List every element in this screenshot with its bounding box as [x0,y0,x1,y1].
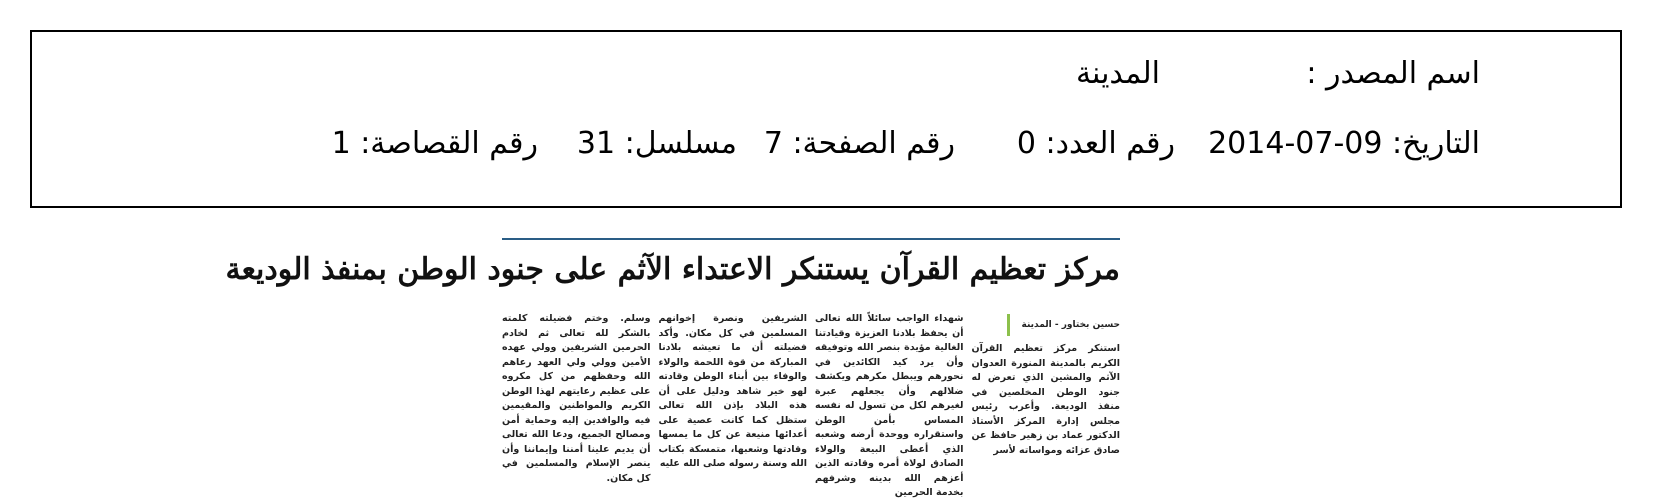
article-column-4: وسلم. وختم فضيلته كلمته بالشكر لله تعالى ثم لخادم الحرمين الشريفين وولي عهده الأمين وولي ولي العهد رعاهم الله وحفظهم من كل مكروه على عظيم رعايتهم لهذا الوطن الكريم والمواطنين والمقيمين فيه والوافدين إليه وحماية أمن ومصالح الجميع، ودعا الله تعالى أن يديم علينا أمننا وإيماننا وأن ينصر الإسلام والمسلمين في كل مكان. [502,313,651,484]
clip-number-field: رقم القصاصة: 1 [331,126,538,161]
issue-field: رقم العدد: 0 [1016,126,1175,161]
article-column-2: شهداء الواجب سائلاً الله تعالى أن يحفظ بلادنا العزيزة وقيادتنا الغالية مؤيدة بنصر الله وتوفيقه وأن يرد كيد الكائدين في نحورهم ويبطل مكرهم ويكشف ضلالهم وأن يجعلهم عبرة لغيرهم لكل من تسول له نفسه المساس بأمن الوطن واستقراره ووحدة أرضه وشعبه الذي أعطى البيعة والولاء الصادق لولاة أمره وقادته الذين أعزهم الله بدينه وشرفهم بخدمة الحرمين [815,313,964,498]
serial-field: مسلسل: 31 [576,126,737,161]
article-column-1 [971,312,1121,456]
newspaper-clipping [225,238,1120,498]
source-label: اسم المصدر : [1306,56,1480,91]
article-column-text: استنكر مركز تعظيم القرآن الكريم بالمدينة المنورة العدوان الآثم والمشين الذي تعرض له جنود الوطن المخلصين في منفذ الوديعة. وأعرب رئيس مجلس إدارة المركز الأستاذ الدكتور عماد بن زهير حافظ عن صادق عزائه ومواساته لأسر [971,343,1120,456]
byline-block [972,312,1121,342]
article-headline: مركز تعظيم القرآن يستنكر الاعتداء الآثم على جنود الوطن بمنفذ الوديعة [225,252,1120,287]
article-byline: حسين بختاور - المدينة [1007,314,1120,336]
page-field: رقم الصفحة: 7 [763,126,955,161]
clipping-top-rule [502,238,1120,240]
source-value: المدينة [1075,56,1160,91]
article-column-3: الشريفين ونصرة إخوانهم المسلمين في كل مكان. وأكد فضيلته أن ما تعيشه بلادنا المباركة من قوة اللحمة والولاء والوفاء بين أبناء الوطن وقادته لهو خير شاهد ودليل على أن هذه البلاد بإذن الله تعالى ستظل كما كانت عصية على أعدائها منيعة عن كل ما يمسها وقادتها وشعبها، متمسكة بكتاب الله وسنة رسوله صلى الله عليه [658,313,807,469]
metadata-box [30,30,1622,208]
article-columns [502,312,1120,498]
date-field: التاريخ: 09-07-2014 [1208,126,1480,161]
